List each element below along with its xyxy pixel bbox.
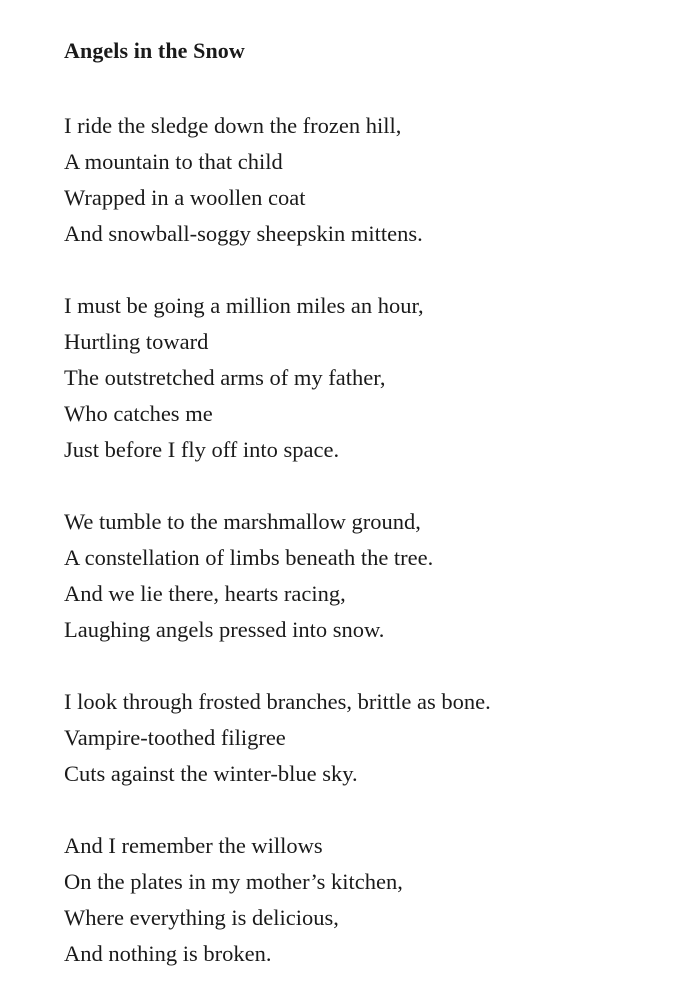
poem-line: A constellation of limbs beneath the tree. (64, 545, 434, 570)
stanza-4 (64, 684, 664, 792)
poem-line: I ride the sledge down the frozen hill, (64, 113, 402, 138)
poem-line: And we lie there, hearts racing, (64, 581, 346, 606)
stanza-2 (64, 288, 664, 468)
poem-line: And I remember the willows (64, 833, 323, 858)
poem-line: We tumble to the marshmallow ground, (64, 509, 421, 534)
stanza-1 (64, 108, 664, 252)
stanza-5 (64, 828, 664, 972)
poem-line: Vampire-toothed filigree (64, 725, 286, 750)
poem-line: Hurtling toward (64, 329, 209, 354)
poem-line: Cuts against the winter-blue sky. (64, 761, 358, 786)
stanza-3 (64, 504, 664, 648)
poem-title: Angels in the Snow (64, 38, 245, 63)
poem-line: Just before I fly off into space. (64, 437, 340, 462)
poem (64, 36, 664, 972)
poem-line: Where everything is delicious, (64, 905, 339, 930)
poem-line: Laughing angels pressed into snow. (64, 617, 385, 642)
poem-line: I look through frosted branches, brittle as bone. (64, 689, 491, 714)
poem-line: And snowball-soggy sheepskin mittens. (64, 221, 423, 246)
poem-line: A mountain to that child (64, 149, 283, 174)
poem-line: Who catches me (64, 401, 213, 426)
poem-line: On the plates in my mother’s kitchen, (64, 869, 403, 894)
poem-line: And nothing is broken. (64, 941, 272, 966)
poem-line: I must be going a million miles an hour, (64, 293, 424, 318)
poem-line: The outstretched arms of my father, (64, 365, 386, 390)
poem-line: Wrapped in a woollen coat (64, 185, 306, 210)
